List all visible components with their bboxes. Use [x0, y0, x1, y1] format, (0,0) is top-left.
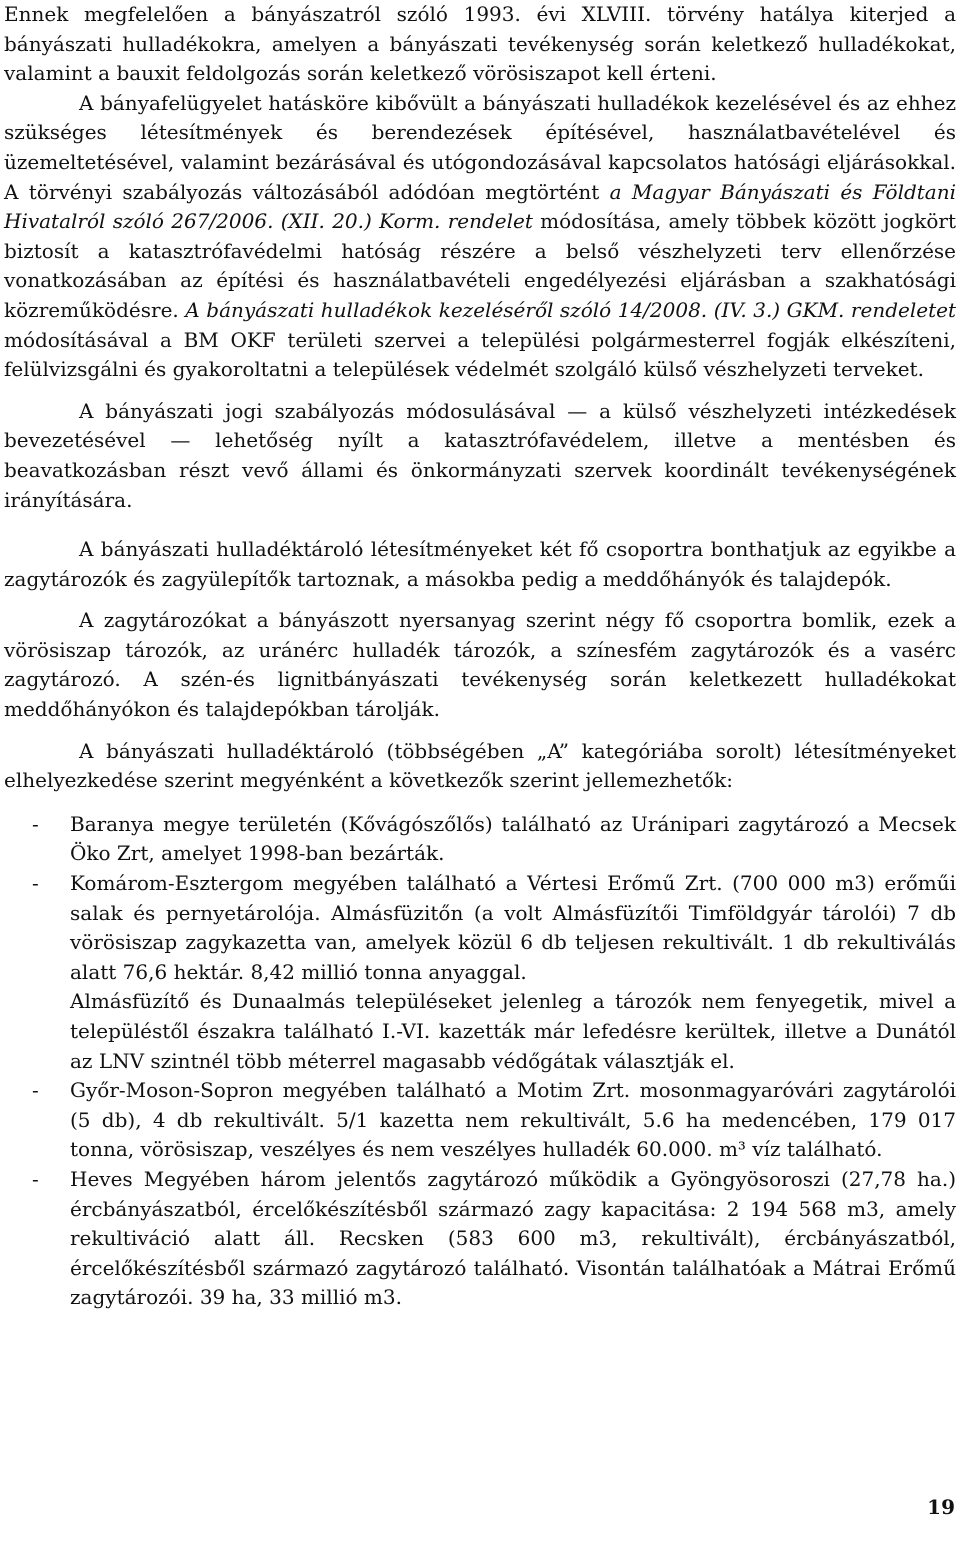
list-item — [4, 1165, 956, 1313]
paragraph-6: A bányászati hulladéktároló (többségében „A” kategóriába sorolt) létesítményeket elhelyezkedése szerint megyénként a következők szerint jellemezhetők: — [4, 738, 956, 793]
page-number: 19 — [927, 1495, 955, 1519]
list-item — [4, 1076, 956, 1165]
list-item-continuation: Almásfüzítő és Dunaalmás településeket jelenleg a tározók nem fenyegetik, mivel a településtől északra található I.-VI. kazetták már lefedésre kerültek, illetve a Dunától az LNV szintnél több méterrel magasabb védőgátak választják el. — [70, 989, 956, 1073]
list-bullet: - — [32, 871, 39, 896]
list-item — [4, 810, 956, 869]
list-item-text: Komárom-Esztergom megyében található a Vértesi Erőmű Zrt. (700 000 m3) erőműi salak és pernyetárolója. Almásfüzitőn (a volt Almásfüzítői Timföldgyár tárolói) 7 db vörösiszap zagykazetta van, amelyek közül 6 db teljesen rekultivált. 1 db rekultiválás alatt 76,6 hektár. 8,42 millió tonna anyaggal. — [70, 871, 956, 984]
paragraph-2-text-3: módosításával a BM OKF területi szervei a települési polgármesterrel fogják elkészíteni, felülvizsgálni és gyakoroltatni a települések védelmét szolgáló külső vészhelyzeti terveket. — [4, 327, 956, 382]
paragraph-5: A zagytározókat a bányászott nyersanyag szerint négy fő csoportra bomlik, ezek a vörösiszap tározók, az uránérc hulladék tározók, a színesfém zagytározók és a vasérc zagytározó. A szén-és lignitbányászati tevékenység során keletkezett hulladékokat meddőhányókon és talajdepókban tárolják. — [4, 608, 956, 722]
paragraph-2-text-1: A bányafelügyelet hatásköre kibővült a bányászati hulladékok kezelésével és az ehhez szükséges létesítmények és berendezések építésével, használatbavételével és üzemeltetésével, valamint bezárásával és utógondozásával kapcsolatos hatósági eljárásokkal. A törvényi szabályozás változásából adódóan megtörtént — [4, 90, 956, 204]
paragraph-3: A bányászati jogi szabályozás módosulásával — a külső vészhelyzeti intézkedések bevezetésével — lehetőség nyílt a katasztrófavédelem, illetve a mentésben és beavatkozásban részt vevő állami és önkormányzati szervek koordinált tevékenységének irányítására. — [4, 398, 956, 512]
list-item-text: Heves Megyében három jelentős zagytározó működik a Gyöngyösoroszi (27,78 ha.) ércbányászatból, ércelőkészítésből származó zagy kapacitása: 2 194 568 m3, amely rekultiváció alatt áll. Recsken (583 600 m3, rekultivált), ércbányászatból, ércelőkészítésből származó zagytározó található. Visontán találhatóak a Mátrai Erőmű zagytározói. 39 ha, 33 millió m3. — [70, 1166, 956, 1310]
list-bullet: - — [32, 811, 39, 836]
list-item-text: Baranya megye területén (Kővágószőlős) található az Uránipari zagytározó a Mecsek Öko Zrt, amelyet 1998-ban bezárták. — [70, 811, 956, 866]
county-list — [4, 810, 956, 1313]
paragraph-2-text-2: módosítása, amely többek között jogkört biztosít a katasztrófavédelmi hatóság részére a belső vészhelyzeti terv ellenőrzése vonatkozásában az építési és használatbavételi engedélyezési eljárásban a szakhatósági közreműködésre. — [4, 209, 956, 322]
list-bullet: - — [32, 1078, 39, 1103]
list-bullet: - — [32, 1166, 39, 1191]
list-item-text: Győr-Moson-Sopron megyében található a Motim Zrt. mosonmagyaróvári zagytárolói (5 db), 4 db rekultivált. 5/1 kazetta nem rekultivált, 5.6 ha medencében, 179 017 tonna, vörösiszap, veszélyes és nem veszélyes hulladék 60.000. m³ víz található. — [70, 1078, 956, 1162]
paragraph-2 — [4, 89, 956, 385]
regulation-reference-2: A bányászati hulladékok kezeléséről szóló 14/2008. (IV. 3.) GKM. rendeletet — [185, 297, 956, 322]
paragraph-1: Ennek megfelelően a bányászatról szóló 1993. évi XLVIII. törvény hatálya kiterjed a bányászati hulladékokra, amelyen a bányászati tevékenység során keletkező hulladékokat, valamint a bauxit feldolgozás során keletkező vörösiszapot kell érteni. — [4, 2, 956, 86]
regulation-reference-1: a Magyar Bányászati és Földtani Hivatalról szóló 267/2006. (XII. 20.) Korm. rendelet — [4, 179, 957, 234]
document-page — [4, 0, 956, 1313]
list-item — [4, 869, 956, 1076]
paragraph-4: A bányászati hulladéktároló létesítményeket két fő csoportra bonthatjuk az egyikbe a zagytározók és zagyülepítők tartoznak, a másokba pedig a meddőhányók és talajdepók. — [4, 537, 956, 591]
